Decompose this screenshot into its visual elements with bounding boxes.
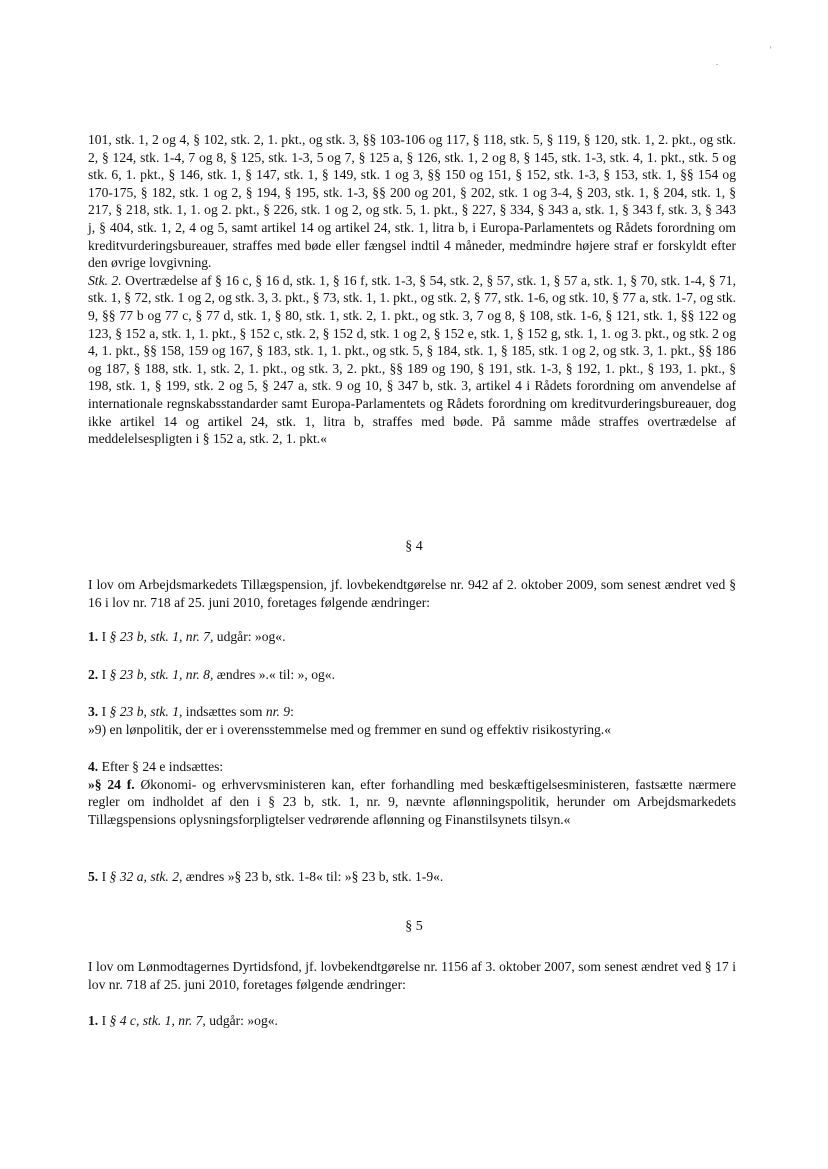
- section-4-heading: § 4: [405, 539, 423, 554]
- item-line: [88, 758, 736, 776]
- sec4-item-3: [88, 703, 736, 738]
- scan-speck: .: [716, 57, 719, 67]
- sec4-item-5: [88, 868, 736, 886]
- item-text: I: [98, 704, 110, 719]
- item-number: 1.: [88, 1013, 99, 1028]
- item-number: 2.: [88, 667, 99, 682]
- item-line: [88, 776, 736, 829]
- stk-label: Stk. 2.: [88, 272, 122, 288]
- sec4-item-4: [88, 758, 736, 828]
- item-number: 4.: [88, 759, 99, 774]
- sec4-item-1: [88, 628, 736, 646]
- section-5-intro: I lov om Lønmodtagernes Dyrtidsfond, jf. lovbekendtgørelse nr. 1156 af 3. oktober 2007, som senest ændret ved § 17 i lov nr. 718 af 25. juni 2010, foretages følgende ændringer:: [88, 959, 736, 992]
- paragraph-number: »§ 24 f.: [88, 776, 135, 792]
- item-line: [88, 703, 736, 721]
- item-text: I: [98, 667, 110, 682]
- scan-speck: ': [770, 45, 772, 55]
- paragraph-stk-2: [88, 272, 736, 448]
- item-text: I: [98, 629, 110, 644]
- section-3-tail: [88, 131, 736, 448]
- section-5-heading: § 5: [405, 919, 423, 934]
- item-line: »9) en lønpolitik, der er i overensstemmelse med og fremmer en sund og effektiv risikostyring.«: [88, 721, 611, 737]
- item-number: 5.: [88, 869, 99, 884]
- item-text: udgår: »og«.: [205, 1013, 278, 1028]
- item-reference: § 23 b, stk. 1, nr. 8,: [109, 667, 214, 682]
- sec5-item-1: [88, 1012, 736, 1030]
- item-text: ændres ».« til: », og«.: [213, 667, 335, 682]
- item-text: I: [98, 1013, 110, 1028]
- item-text: :: [290, 704, 294, 719]
- item-reference: § 4 c, stk. 1, nr. 7,: [109, 1013, 206, 1028]
- item-text: Økonomi- og erhvervsministeren kan, efter forhandling med beskæftigelsesministeren, fastsætte nærmere regler om indholdet af den i § 23 b, stk. 1, nr. 9, nævnte aflønningspolitik, herunder om Arbejdsmarkedets Tillægspensions oplysningsforpligtelser vedrørende aflønning og Finanstilsynets tilsyn.«: [88, 776, 736, 827]
- sec4-item-2: [88, 666, 736, 684]
- paragraph-stk-1: 101, stk. 1, 2 og 4, § 102, stk. 2, 1. pkt., og stk. 3, §§ 103-106 og 117, § 118, stk. 5, § 119, § 120, stk. 1, 2. pkt., og stk. 2, § 124, stk. 1-4, 7 og 8, § 125, stk. 1-3, 5 og 7, § 125 a, § 126, stk. 1, 2 og 8, § 145, stk. 1-3, stk. 4, 1. pkt., stk. 5 og stk. 6, 1. pkt., § 146, stk. 1, § 147, stk. 1, § 149, stk. 1 og 3, §§ 150 og 151, § 152, stk. 1-3, § 153, stk. 1, §§ 154 og 170-175, § 182, stk. 1 og 2, § 194, § 195, stk. 1-3, §§ 200 og 201, § 202, stk. 1 og 3-4, § 203, stk. 1, § 204, stk. 1, § 217, § 218, stk. 1, 1. og 2. pkt., § 226, stk. 1 og 2, og stk. 5, 1. pkt., § 227, § 334, § 343 a, stk. 1, § 343 f, stk. 3, § 343 j, § 404, stk. 1, 2, 4 og 5, samt artikel 14 og artikel 24, stk. 1, litra b, i Europa-Parlamentets og Rådets forordning om kreditvurderingsbureauer, straffes med bøde eller fængsel indtil 4 måneder, medmindre højere straf er forskyldt efter den øvrige lovgivning.: [88, 132, 736, 271]
- item-reference: nr. 9: [265, 704, 291, 719]
- item-text: udgår: »og«.: [213, 629, 286, 644]
- item-reference: § 32 a, stk. 2,: [109, 869, 183, 884]
- item-number: 1.: [88, 629, 99, 644]
- item-reference: § 23 b, stk. 1, nr. 7,: [109, 629, 214, 644]
- item-text: Efter § 24 e indsættes:: [98, 759, 224, 774]
- section-4-intro: I lov om Arbejdsmarkedets Tillægspension, jf. lovbekendtgørelse nr. 942 af 2. oktober 2009, som senest ændret ved § 16 i lov nr. 718 af 25. juni 2010, foretages følgende ændringer:: [88, 577, 736, 610]
- item-number: 3.: [88, 704, 99, 719]
- stk-2-text: Overtrædelse af § 16 c, § 16 d, stk. 1, § 16 f, stk. 1-3, § 54, stk. 2, § 57, stk. 1, § 57 a, stk. 1, § 70, stk. 1-4, § 71, stk. 1, § 72, stk. 1 og 2, og stk. 3, 3. pkt., § 73, stk. 1, 1. pkt., og stk. 2, § 77, stk. 1-6, og stk. 10, § 77 a, stk. 1-7, og stk. 9, §§ 77 b og 77 c, § 77 d, stk. 1, § 80, stk. 1, stk. 2, 1. pkt., og stk. 3, 7 og 8, § 108, stk. 1-6, § 121, stk. 1, §§ 122 og 123, § 152 a, stk. 1, 1. pkt., § 152 c, stk. 2, § 152 d, stk. 1 og 2, § 152 e, stk. 1, § 152 g, stk. 1, 1. og 3. pkt., og stk. 2 og 4, 1. pkt., §§ 158, 159 og 167, § 183, stk. 1, 1. pkt., og stk. 5, § 184, stk. 1, § 185, stk. 1 og 2, og stk. 3, 1. pkt., §§ 186 og 187, § 188, stk. 1, stk. 2, 1. pkt., og stk. 3, 2. pkt., §§ 189 og 190, § 191, stk. 1-3, § 192, 1. pkt., § 193, 1. pkt., § 198, stk. 1, § 199, stk. 2 og 5, § 247 a, stk. 9 og 10, § 347 b, stk. 3, artikel 4 i Rådets forordning om anvendelse af internationale regnskabsstandarder samt Europa-Parlamentets og Rådets forordning om kreditvurderingsbureauer, dog ikke artikel 14 og artikel 24, stk. 1, litra b, straffes med bøde. På samme måde straffes overtrædelse af meddelelsespligten i § 152 a, stk. 2, 1. pkt.«: [88, 272, 736, 447]
- item-text: I: [98, 869, 110, 884]
- item-text: indsættes som: [182, 704, 266, 719]
- item-reference: § 23 b, stk. 1,: [109, 704, 183, 719]
- item-text: ændres »§ 23 b, stk. 1-8« til: »§ 23 b, stk. 1-9«.: [182, 869, 444, 884]
